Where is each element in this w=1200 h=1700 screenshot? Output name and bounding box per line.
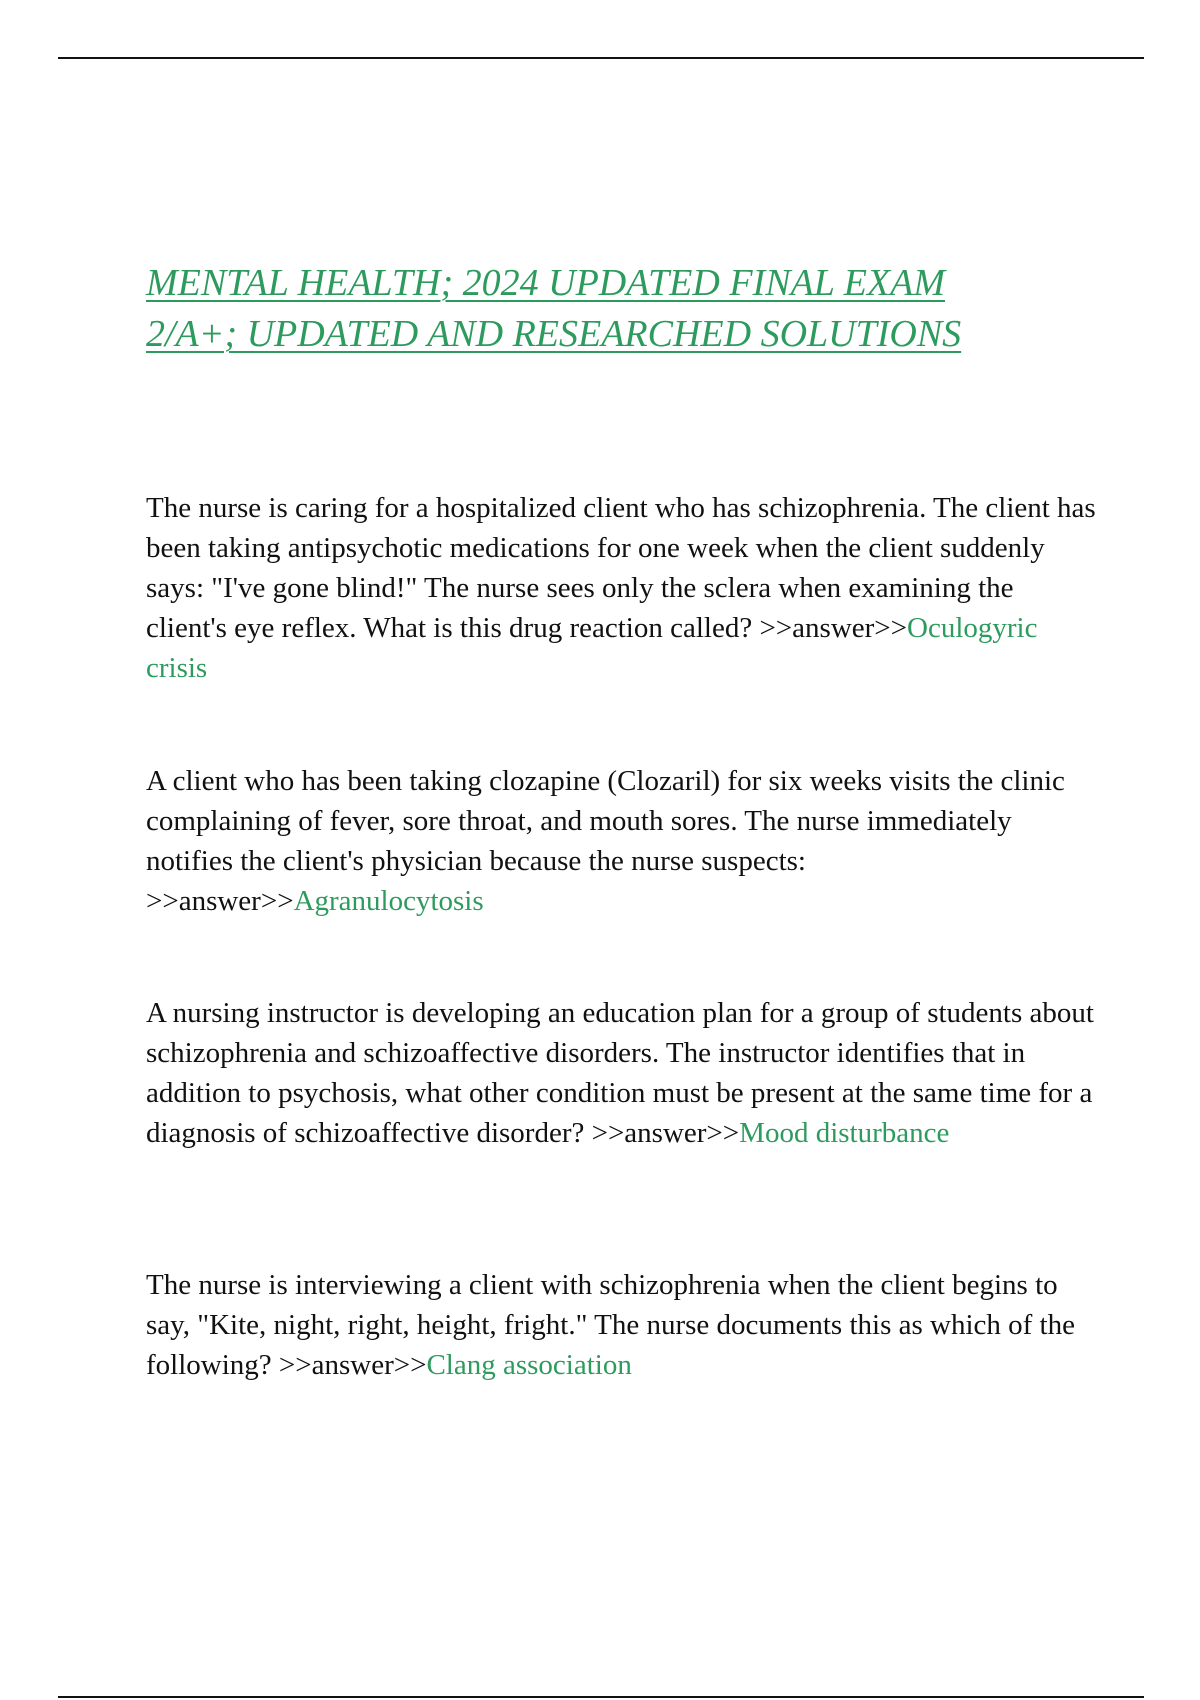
answer-text: Agranulocytosis [293, 885, 484, 917]
qa-item-2 [146, 761, 1096, 921]
answer-text: Mood disturbance [739, 1117, 950, 1149]
question-text: A nursing instructor is developing an education plan for a group of students about schizophrenia and schizoaffective disorders. The instructor identifies that in addition to psychosis, what other condition must be present at the same time for a diagnosis of schizoaffective disorder? [146, 997, 1094, 1149]
qa-item-3 [146, 993, 1096, 1153]
qa-item-1 [146, 488, 1096, 688]
qa-item-4 [146, 1265, 1096, 1385]
question-text: The nurse is interviewing a client with schizophrenia when the client begins to say, "Kite, night, right, height, fright." The nurse documents this as which of the following? [146, 1269, 1075, 1381]
answer-text: Oculogyric crisis [146, 612, 1038, 684]
answer-marker: >>answer>> [278, 1349, 427, 1381]
top-rule [58, 57, 1144, 59]
page-title: MENTAL HEALTH; 2024 UPDATED FINAL EXAM 2/A+; UPDATED AND RESEARCHED SOLUTIONS [146, 262, 962, 355]
bottom-rule [58, 1696, 1144, 1698]
answer-marker: >>answer>> [759, 612, 908, 644]
answer-marker: >>answer>> [146, 885, 294, 917]
question-text: The nurse is caring for a hospitalized client who has schizophrenia. The client has been taking antipsychotic medications for one week when the client suddenly says: "I've gone blind!" The nurse sees only the sclera when examining the client's eye reflex. What is this drug reaction called? [146, 492, 1096, 644]
question-text: A client who has been taking clozapine (Clozaril) for six weeks visits the clinic complaining of fever, sore throat, and mouth sores. The nurse immediately notifies the client's physician because the nurse suspects: [146, 765, 1065, 877]
answer-marker: >>answer>> [591, 1117, 740, 1149]
answer-text: Clang association [426, 1349, 632, 1381]
